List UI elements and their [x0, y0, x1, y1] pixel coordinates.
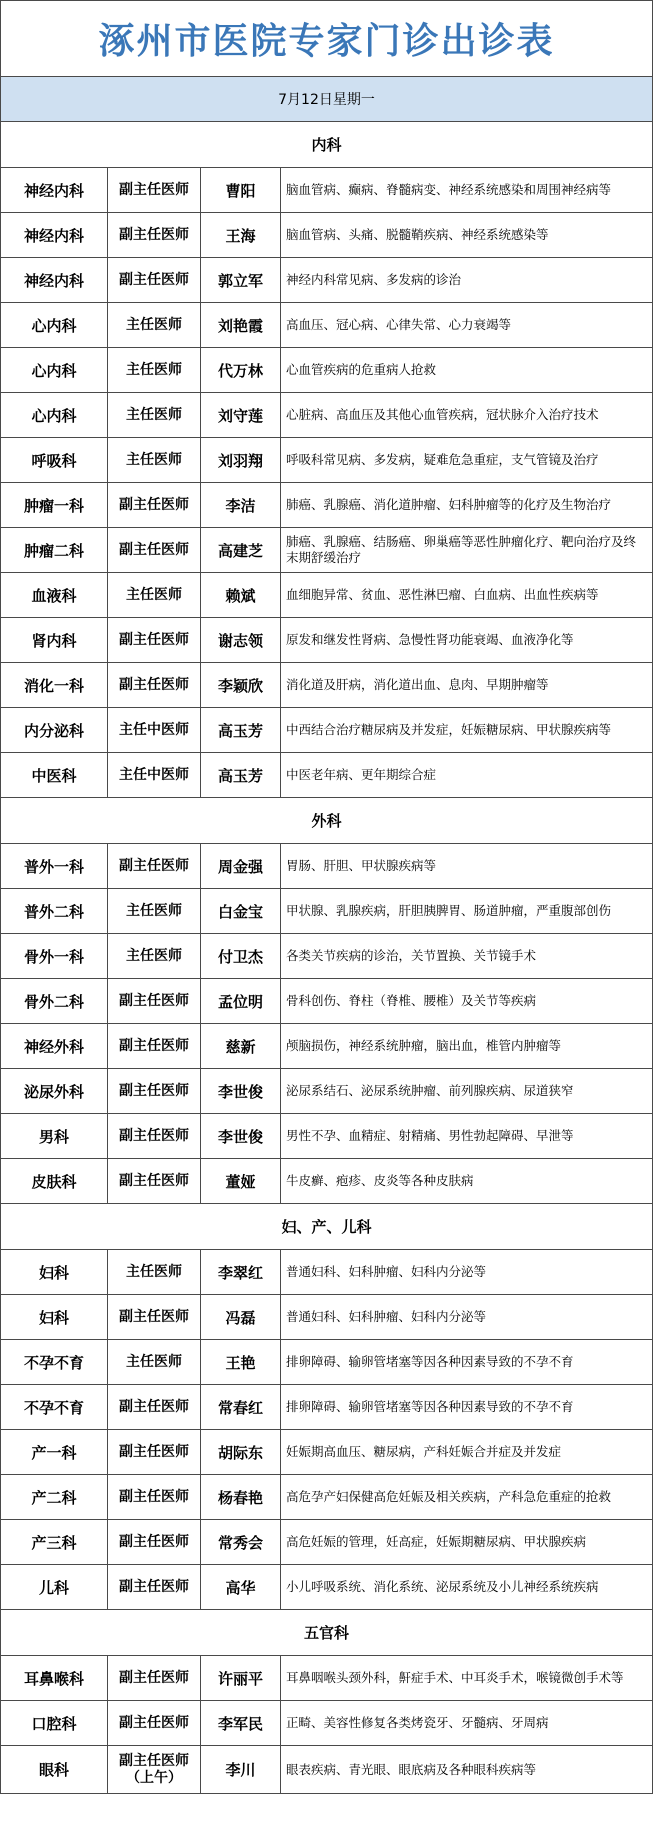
specialty-description-cell: 普通妇科、妇科肿瘤、妇科内分泌等 [286, 1264, 487, 1279]
doctor-title-cell: 副主任医师 [108, 1385, 201, 1429]
department-cell: 神经外科 [1, 1024, 108, 1068]
specialty-description-cell: 各类关节疾病的诊治，关节置换、关节镜手术 [286, 948, 537, 963]
department-cell: 产二科 [1, 1475, 108, 1519]
doctor-title-cell: 副主任医师 [108, 979, 201, 1023]
doctor-title-cell: 主任医师 [108, 1340, 201, 1384]
table-row [1, 1385, 652, 1430]
department-cell: 肿瘤一科 [1, 483, 108, 527]
doctor-name-cell: 李颖欣 [201, 663, 281, 707]
department-cell: 神经内科 [1, 168, 108, 212]
doctor-name-cell: 高玉芳 [201, 753, 281, 797]
doctor-title-cell: 副主任医师 [108, 1656, 201, 1700]
specialty-description-cell: 颅脑损伤，神经系统肿瘤，脑出血，椎管内肿瘤等 [286, 1038, 562, 1053]
doctor-title-cell: 主任医师 [108, 348, 201, 392]
table-row [1, 213, 652, 258]
doctor-name-cell: 李翠红 [201, 1250, 281, 1294]
doctor-name-cell: 付卫杰 [201, 934, 281, 978]
doctor-title-cell: 主任医师 [108, 573, 201, 617]
doctor-name-cell: 胡际东 [201, 1430, 281, 1474]
department-cell: 不孕不育 [1, 1385, 108, 1429]
department-cell: 男科 [1, 1114, 108, 1158]
doctor-name-cell: 李洁 [201, 483, 281, 527]
specialty-description-cell: 心脏病、高血压及其他心血管疾病，冠状脉介入治疗技术 [286, 407, 599, 422]
specialty-description-cell: 泌尿系结石、泌尿系统肿瘤、前列腺疾病、尿道狭窄 [286, 1083, 574, 1098]
doctor-title-cell: 副主任医师 [108, 213, 201, 257]
department-cell: 肾内科 [1, 618, 108, 662]
doctor-title-cell: 主任医师 [108, 393, 201, 437]
doctor-name-cell: 高建芝 [201, 528, 281, 572]
specialty-description-cell: 男性不孕、血精症、射精痛、男性勃起障碍、早泄等 [286, 1128, 574, 1143]
doctor-name-cell: 常秀会 [201, 1520, 281, 1564]
table-row [1, 1250, 652, 1295]
doctor-title-cell: 副主任医师 [108, 1114, 201, 1158]
doctor-title-cell: 副主任医师 [108, 258, 201, 302]
department-cell: 心内科 [1, 393, 108, 437]
doctor-name-cell: 董娅 [201, 1159, 281, 1203]
doctor-title-cell: 副主任医师 [108, 1565, 201, 1609]
section-header: 妇、产、儿科 [1, 1204, 652, 1250]
doctor-name-cell: 周金强 [201, 844, 281, 888]
doctor-name-cell: 高玉芳 [201, 708, 281, 752]
doctor-title-cell: 副主任医师 [108, 168, 201, 212]
specialty-description-cell: 妊娠期高血压、糖尿病，产科妊娠合并症及并发症 [286, 1444, 562, 1459]
department-cell: 内分泌科 [1, 708, 108, 752]
doctor-name-cell: 许丽平 [201, 1656, 281, 1700]
specialty-description-cell: 消化道及肝病，消化道出血、息肉、早期肿瘤等 [286, 677, 549, 692]
doctor-name-cell: 李世俊 [201, 1069, 281, 1113]
specialty-description-cell: 原发和继发性肾病、急慢性肾功能衰竭、血液净化等 [286, 632, 574, 647]
specialty-description-cell: 神经内科常见病、多发病的诊治 [286, 272, 462, 287]
specialty-description-cell: 肺癌、乳腺癌、结肠癌、卵巢癌等恶性肿瘤化疗、靶向治疗及终末期舒缓治疗 [286, 534, 637, 565]
table-row [1, 1475, 652, 1520]
department-cell: 骨外二科 [1, 979, 108, 1023]
doctor-name-cell: 孟位明 [201, 979, 281, 1023]
section-header: 五官科 [1, 1610, 652, 1656]
department-cell: 呼吸科 [1, 438, 108, 482]
department-cell: 耳鼻喉科 [1, 1656, 108, 1700]
specialty-description-cell: 小儿呼吸系统、消化系统、泌尿系统及小儿神经系统疾病 [286, 1579, 599, 1594]
doctor-name-cell: 冯磊 [201, 1295, 281, 1339]
doctor-name-cell: 白金宝 [201, 889, 281, 933]
doctor-name-cell: 杨春艳 [201, 1475, 281, 1519]
specialty-description-cell: 高危孕产妇保健高危妊娠及相关疾病，产科急危重症的抢救 [286, 1489, 612, 1504]
doctor-title-cell: 主任医师 [108, 438, 201, 482]
specialty-description-cell: 排卵障碍、输卵管堵塞等因各种因素导致的不孕不育 [286, 1354, 574, 1369]
doctor-title-cell: 副主任医师 [108, 1295, 201, 1339]
doctor-title-cell: 副主任医师 [108, 1520, 201, 1564]
table-row [1, 979, 652, 1024]
doctor-title-cell: 副主任医师 [108, 618, 201, 662]
doctor-title-cell: 副主任医师 [108, 1475, 201, 1519]
page-title: 涿州市医院专家门诊出诊表 [1, 0, 652, 77]
specialty-description-cell: 正畸、美容性修复各类烤瓷牙、牙髓病、牙周病 [286, 1715, 549, 1730]
table-row [1, 1340, 652, 1385]
table-row [1, 438, 652, 483]
specialty-description-cell: 心血管疾病的危重病人抢救 [286, 362, 437, 377]
doctor-name-cell: 常春红 [201, 1385, 281, 1429]
doctor-title-cell: 主任医师 [108, 934, 201, 978]
department-cell: 眼科 [1, 1746, 108, 1793]
department-cell: 儿科 [1, 1565, 108, 1609]
table-row [1, 934, 652, 979]
specialty-description-cell: 眼表疾病、青光眼、眼底病及各种眼科疾病等 [286, 1761, 537, 1777]
doctor-title-cell [108, 1746, 201, 1793]
specialty-description-cell: 脑血管病、癫病、脊髓病变、神经系统感染和周围神经病等 [286, 182, 612, 197]
doctor-name-cell: 王艳 [201, 1340, 281, 1384]
section-header: 外科 [1, 798, 652, 844]
doctor-name-cell: 慈新 [201, 1024, 281, 1068]
doctor-title-cell: 副主任医师 [108, 528, 201, 572]
doctor-title-cell: 主任医师 [108, 1250, 201, 1294]
specialty-description-cell: 胃肠、肝胆、甲状腺疾病等 [286, 858, 437, 873]
table-row [1, 393, 652, 438]
table-row [1, 708, 652, 753]
doctor-title-cell: 副主任医师 [108, 1069, 201, 1113]
doctor-title-cell: 主任中医师 [108, 708, 201, 752]
table-row [1, 528, 652, 573]
table-row [1, 168, 652, 213]
doctor-title-cell: 副主任医师 [108, 1159, 201, 1203]
table-row [1, 1024, 652, 1069]
department-cell: 神经内科 [1, 213, 108, 257]
specialty-description-cell: 骨科创伤、脊柱（脊椎、腰椎）及关节等疾病 [286, 993, 537, 1008]
specialty-description-cell: 排卵障碍、输卵管堵塞等因各种因素导致的不孕不育 [286, 1399, 574, 1414]
table-row [1, 1746, 652, 1794]
department-cell: 妇科 [1, 1250, 108, 1294]
doctor-title-cell: 副主任医师 [108, 663, 201, 707]
department-cell: 骨外一科 [1, 934, 108, 978]
doctor-title: 副主任医师 [119, 1752, 189, 1769]
doctor-title-cell: 主任中医师 [108, 753, 201, 797]
doctor-name-cell: 李川 [201, 1746, 281, 1793]
table-row [1, 1114, 652, 1159]
specialty-description-cell: 高危妊娠的管理，妊高症，妊娠期糖尿病、甲状腺疾病 [286, 1534, 587, 1549]
department-cell: 消化一科 [1, 663, 108, 707]
table-row [1, 303, 652, 348]
doctor-title-cell: 副主任医师 [108, 1701, 201, 1745]
table-row [1, 573, 652, 618]
doctor-name-cell: 李世俊 [201, 1114, 281, 1158]
table-row [1, 889, 652, 934]
doctor-title-cell: 副主任医师 [108, 1024, 201, 1068]
table-row [1, 1565, 652, 1610]
department-cell: 普外一科 [1, 844, 108, 888]
department-cell: 肿瘤二科 [1, 528, 108, 572]
department-cell: 普外二科 [1, 889, 108, 933]
department-cell: 口腔科 [1, 1701, 108, 1745]
doctor-name-cell: 赖斌 [201, 573, 281, 617]
doctor-name-cell: 谢志领 [201, 618, 281, 662]
table-row [1, 1701, 652, 1746]
doctor-name-cell: 代万林 [201, 348, 281, 392]
specialty-description-cell: 耳鼻咽喉头颈外科，鼾症手术、中耳炎手术，喉镜微创手术等 [286, 1670, 624, 1685]
specialty-description-cell: 普通妇科、妇科肿瘤、妇科内分泌等 [286, 1309, 487, 1324]
specialty-description-cell: 高血压、冠心病、心律失常、心力衰竭等 [286, 317, 512, 332]
schedule-body [1, 122, 652, 1794]
doctor-title-cell: 副主任医师 [108, 844, 201, 888]
table-row [1, 844, 652, 889]
doctor-title-cell: 副主任医师 [108, 1430, 201, 1474]
department-cell: 心内科 [1, 348, 108, 392]
doctor-name-cell: 王海 [201, 213, 281, 257]
doctor-name-cell: 高华 [201, 1565, 281, 1609]
department-cell: 泌尿外科 [1, 1069, 108, 1113]
table-row [1, 1520, 652, 1565]
specialty-description-cell: 中医老年病、更年期综合症 [286, 767, 437, 782]
table-row [1, 1430, 652, 1475]
table-row [1, 1295, 652, 1340]
department-cell: 不孕不育 [1, 1340, 108, 1384]
specialty-description-cell: 肺癌、乳腺癌、消化道肿瘤、妇科肿瘤等的化疗及生物治疗 [286, 497, 612, 512]
department-cell: 心内科 [1, 303, 108, 347]
doctor-name-cell: 郭立军 [201, 258, 281, 302]
doctor-title-cell: 主任医师 [108, 303, 201, 347]
table-row [1, 1069, 652, 1114]
table-row [1, 753, 652, 798]
table-row [1, 1159, 652, 1204]
table-row [1, 483, 652, 528]
doctor-title-cell: 主任医师 [108, 889, 201, 933]
department-cell: 产三科 [1, 1520, 108, 1564]
specialty-description-cell: 中西结合治疗糖尿病及并发症，妊娠糖尿病、甲状腺疾病等 [286, 722, 612, 737]
specialty-description-cell: 脑血管病、头痛、脱髓鞘疾病、神经系统感染等 [286, 227, 549, 242]
table-row [1, 618, 652, 663]
specialty-description-cell: 牛皮癣、疱疹、皮炎等各种皮肤病 [286, 1173, 474, 1188]
session-note: （上午） [126, 1769, 182, 1786]
specialty-description-cell: 甲状腺、乳腺疾病，肝胆胰脾胃、肠道肿瘤，严重腹部创伤 [286, 903, 612, 918]
doctor-title-cell: 副主任医师 [108, 483, 201, 527]
date-banner: 7月12日星期一 [1, 77, 652, 122]
department-cell: 皮肤科 [1, 1159, 108, 1203]
table-row [1, 663, 652, 708]
specialty-description-cell: 血细胞异常、贫血、恶性淋巴瘤、白血病、出血性疾病等 [286, 587, 599, 602]
department-cell: 产一科 [1, 1430, 108, 1474]
doctor-name-cell: 曹阳 [201, 168, 281, 212]
department-cell: 血液科 [1, 573, 108, 617]
doctor-name-cell: 刘守莲 [201, 393, 281, 437]
doctor-name-cell: 刘艳霞 [201, 303, 281, 347]
doctor-name-cell: 李军民 [201, 1701, 281, 1745]
department-cell: 神经内科 [1, 258, 108, 302]
table-row [1, 348, 652, 393]
department-cell: 中医科 [1, 753, 108, 797]
specialty-description-cell: 呼吸科常见病、多发病，疑难危急重症，支气管镜及治疗 [286, 452, 599, 467]
department-cell: 妇科 [1, 1295, 108, 1339]
table-row [1, 258, 652, 303]
table-row [1, 1656, 652, 1701]
section-header: 内科 [1, 122, 652, 168]
doctor-name-cell: 刘羽翔 [201, 438, 281, 482]
